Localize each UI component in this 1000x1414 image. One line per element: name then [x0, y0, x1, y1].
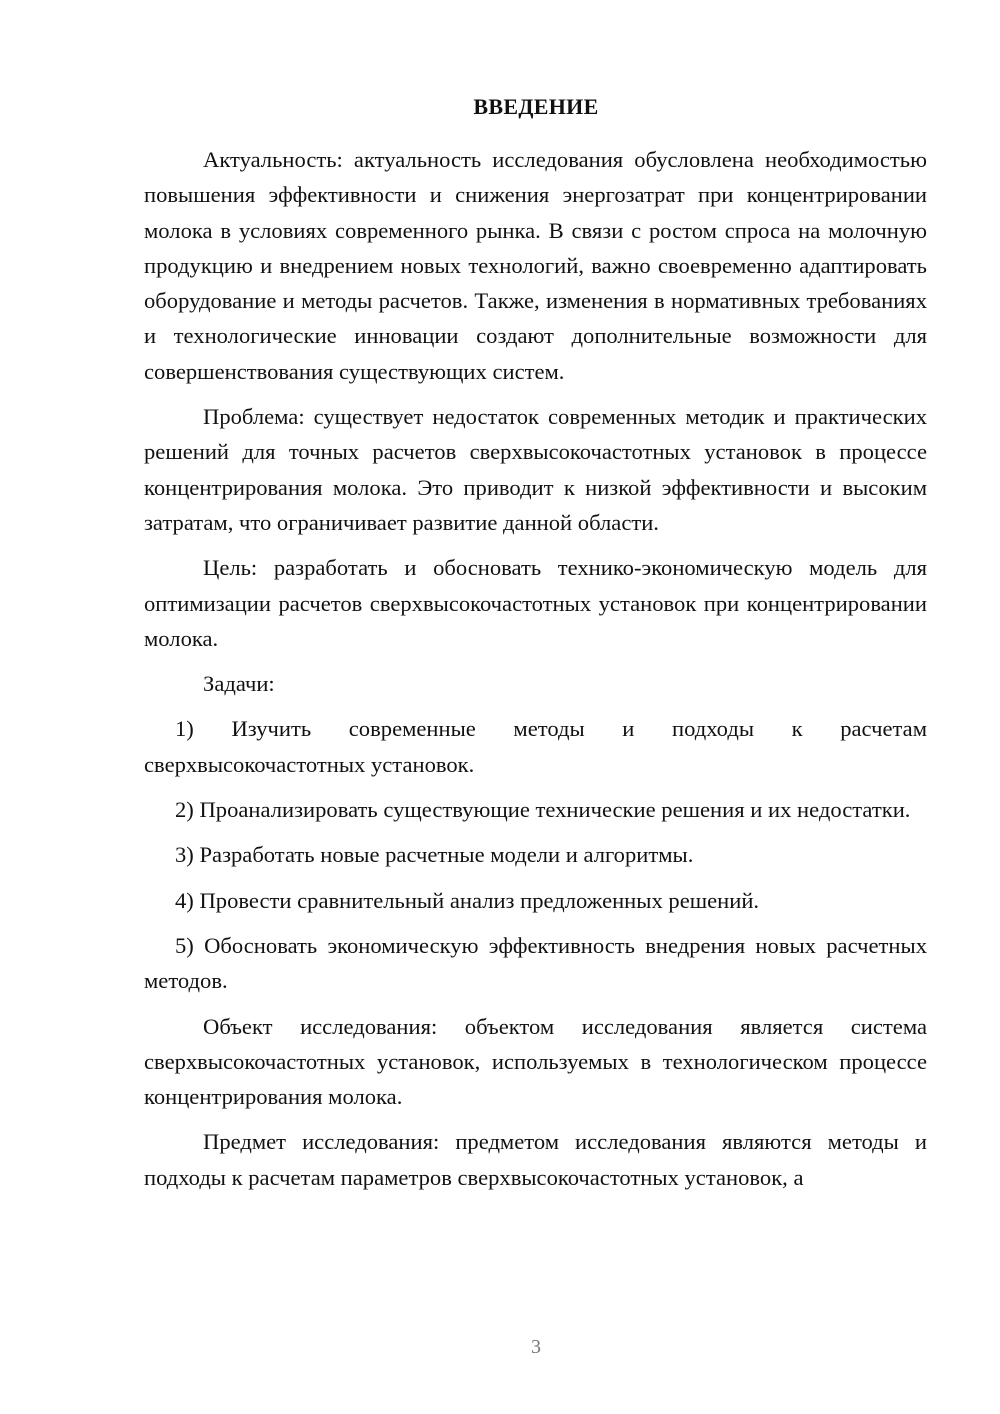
- task-item-1: 1) Изучить современные методы и подходы к расчетам сверхвысокочастотных установок.: [144, 716, 927, 777]
- paragraph-relevance: Актуальность: актуальность исследования обусловлена необходимостью повышения эффективности и снижения энергозатрат при концентрировании молока в условиях современного рынка. В связи с ростом спроса на молочную продукцию и внедрением новых технологий, важно своевременно адаптировать оборудование и методы расчетов. Также, изменения в нормативных требованиях и технологические инновации создают дополнительные возможности для совершенствования существующих систем.: [144, 147, 927, 384]
- paragraph-subject: Предмет исследования: предметом исследования являются методы и подходы к расчетам параметров сверхвысокочастотных установок, а: [144, 1129, 927, 1190]
- task-item-4: 4) Провести сравнительный анализ предложенных решений.: [175, 887, 760, 913]
- paragraph-problem: Проблема: существует недостаток современных методик и практических решений для точных расчетов сверхвысокочастотных установок в процессе концентрирования молока. Это приводит к низкой эффективности и высоким затратам, что ограничивает развитие данной области.: [144, 404, 927, 535]
- paragraph-object: Объект исследования: объектом исследования является система сверхвысокочастотных установок, используемых в технологическом процессе концентрирования молока.: [144, 1013, 927, 1110]
- task-item-5: 5) Обосновать экономическую эффективность внедрения новых расчетных методов.: [144, 932, 927, 994]
- section-heading: ВВЕДЕНИЕ: [473, 94, 599, 119]
- page-number: 3: [531, 1336, 541, 1358]
- task-item-2: 2) Проанализировать существующие технические решения и их недостатки.: [175, 797, 911, 823]
- tasks-label: Задачи:: [203, 671, 275, 697]
- document-body: [144, 142, 927, 1195]
- paragraph-goal: Цель: разработать и обосновать технико-экономическую модель для оптимизации расчетов сверхвысокочастотных установок при концентрировании молока.: [144, 555, 927, 651]
- task-item-3: 3) Разработать новые расчетные модели и алгоритмы.: [175, 842, 694, 868]
